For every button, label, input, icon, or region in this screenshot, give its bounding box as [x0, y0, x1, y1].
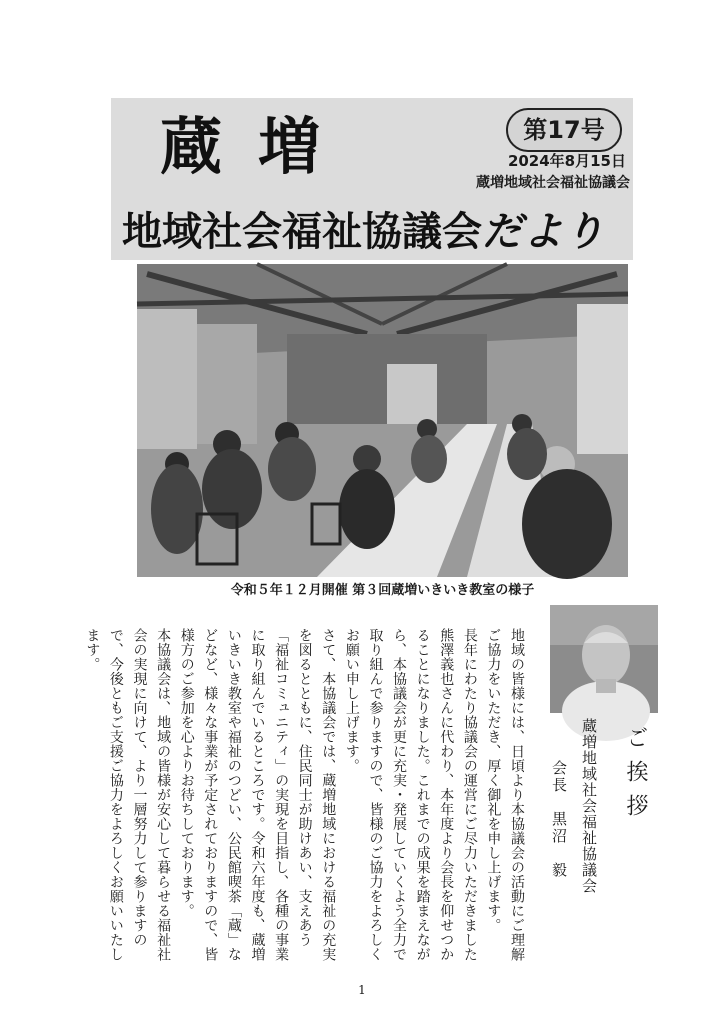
- greeting-heading: ご挨拶: [623, 726, 648, 828]
- publisher-name: 蔵増地域社会福祉協議会: [476, 175, 630, 191]
- event-photo: [137, 264, 628, 577]
- newsletter-title: 蔵増: [160, 110, 357, 183]
- article-paragraph: 本協議会は、地域の皆様が安心して暮らせる福祉社会の実現に向けて、より一層努力して参りますので、今後ともご支援ご協力をよろしくお願いいたします。: [84, 628, 172, 962]
- newsletter-subtitle: [122, 206, 658, 258]
- event-photo-image: [137, 264, 628, 577]
- signature-person: 黒沼 毅: [550, 811, 568, 879]
- issue-date: 2024年8月15日: [507, 152, 626, 170]
- photo-caption: 令和５年１２月開催 第３回蔵増いきいき教室の様子: [230, 583, 535, 598]
- page-number: 1: [358, 983, 366, 997]
- article-paragraph: さて、本協議会では、蔵増地域における福祉の充実を図るとともに、住民同士が助けあい、支えあう「福祉コミュニティ」の実現を目指し、各種の事業に取り組んでいるところです。令和六年度も、蔵増いきいき教室や福祉のつどい、公民館喫茶「蔵」などなど、様々な事業が予定されておりますので、皆様方のご参加を心よりお待ちしております。: [178, 628, 337, 962]
- subtitle-main: 地域社会福祉協議会: [122, 209, 482, 255]
- article-paragraph: 長年にわたり協議会の運営にご尽力いただきました熊澤義也さんに代わり、本年度より会長を仰せつかることになりました。これまでの成果を踏まえながら、本協議会が更に充実・発展していくよう全力で取り組んで参りますので、皆様のご協力をよろしくお願い申し上げます。: [343, 628, 478, 962]
- signature-role: 会長: [550, 760, 568, 794]
- portrait-image: [550, 605, 658, 713]
- article-paragraph: 地域の皆様には、日頃より本協議会の活動にご理解ご協力をいただき、厚く御礼を申し上げます。: [485, 628, 525, 962]
- signature-organization: 蔵増地域社会福祉協議会: [580, 718, 598, 894]
- greeting-article: [84, 628, 528, 968]
- signature-name: [544, 760, 574, 940]
- issue-number-badge: 第17号: [506, 108, 622, 152]
- subtitle-suffix: だより: [482, 209, 605, 255]
- chairman-portrait: [550, 605, 658, 713]
